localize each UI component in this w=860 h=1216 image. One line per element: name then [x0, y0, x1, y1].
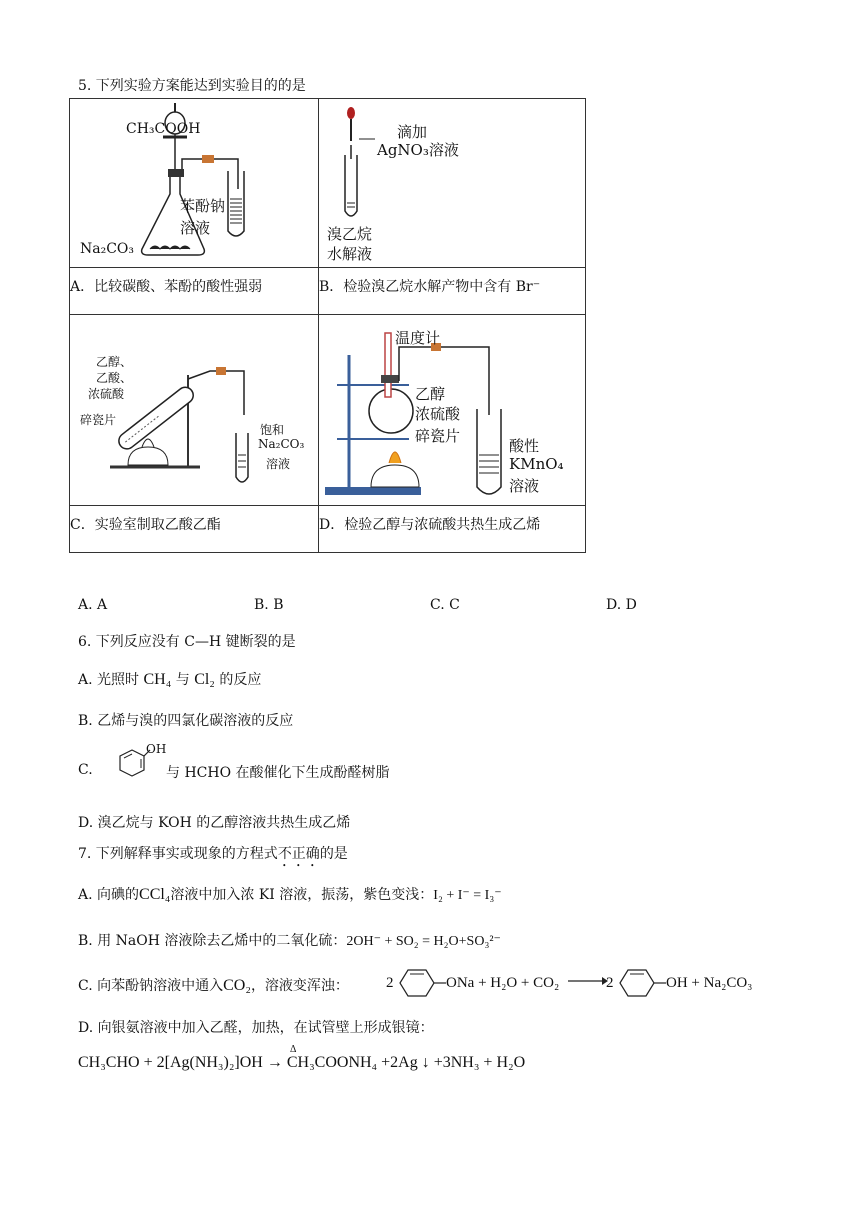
- equation-c-coef2: 2: [606, 975, 614, 991]
- q7-a-text: A. 向碘的: [78, 887, 140, 903]
- q6-a-suffix: 的反应: [219, 672, 262, 688]
- label-acetic-c: 乙酸、: [96, 371, 133, 385]
- equation-c-coef1: 2: [386, 975, 394, 991]
- q7-c-text: C. 向苯酚钠溶液中通入: [78, 978, 224, 994]
- formula-ccl4: CCl₄: [139, 886, 171, 903]
- label-kmno4: KMnO₄: [509, 455, 564, 473]
- q6-option-d: D. 溴乙烷与 KOH 的乙醇溶液共热生成乙烯: [78, 815, 351, 831]
- label-sulfuric-c: 浓硫酸: [88, 387, 125, 401]
- label-na2co3-a: Na₂CO₃: [80, 241, 135, 257]
- reaction-arrow-icon: [568, 974, 608, 988]
- q6-option-a: [78, 669, 261, 689]
- q7-option-c: [78, 975, 349, 995]
- label-hydrolysate: 水解液: [327, 245, 373, 263]
- q6-option-b: B. 乙烯与溴的四氯化碳溶液的反应: [78, 713, 294, 729]
- equation-d-left: CH₃CHO + 2: [78, 1054, 165, 1071]
- q7-b-text: B. 用 NaOH 溶液除去乙烯中的二氧化硫：: [78, 933, 347, 949]
- label-solution-c: 溶液: [266, 457, 291, 471]
- q6-a-prefix: A. 光照时: [78, 672, 140, 688]
- apparatus-c-figure: [70, 315, 318, 505]
- label-phenoxide: 苯酚钠: [180, 197, 226, 215]
- label-porcelain-d: 碎瓷片: [415, 427, 461, 445]
- equation-d-right: CH₃COONH₄ +2Ag ↓ +3NH₃ + H₂O: [286, 1054, 526, 1071]
- label-ethanol-d: 乙醇: [415, 385, 446, 403]
- q5-choice-a: A. A: [78, 597, 108, 613]
- label-add-dropwise: 滴加: [397, 123, 428, 141]
- caption-a: A．比较碳酸、苯酚的酸性强弱: [70, 268, 319, 315]
- label-ch3cooh: CH₃COOH: [126, 121, 201, 137]
- q6-stem: 6. 下列反应没有 C—H 键断裂的是: [78, 634, 296, 650]
- formula-co2: CO₂: [223, 977, 251, 994]
- q6-a-mid: 与: [175, 672, 190, 688]
- benzene-ring-icon: [392, 966, 446, 1000]
- q7-a-text2: 溶液中加入浓 KI 溶液，振荡，紫色变浅：: [170, 887, 434, 903]
- q7-option-a: [78, 884, 502, 904]
- q7-stem: [78, 843, 348, 870]
- q7-c-text2: ，溶液变浑浊：: [250, 978, 349, 994]
- label-saturated: 饱和: [260, 423, 285, 437]
- equation-d-complex: [Ag(NH₃)₂]OH: [164, 1054, 263, 1071]
- cell-b-figure: [319, 99, 586, 268]
- equation-d-arrow: →: [262, 1054, 287, 1071]
- label-porcelain-c: 碎瓷片: [80, 413, 117, 427]
- equation-d: [78, 1054, 525, 1072]
- cell-d-figure: [319, 315, 586, 506]
- cell-a-figure: [70, 99, 319, 268]
- label-acidic: 酸性: [509, 437, 540, 455]
- equation-c-products: OH + Na₂CO₃: [666, 975, 753, 991]
- q6-option-c-text: 与 HCHO 在酸催化下生成酚醛树脂: [166, 765, 390, 781]
- formula-ch4: CH₄: [143, 671, 172, 688]
- label-sulfuric-d: 浓硫酸: [415, 405, 461, 423]
- caption-c: C．实验室制取乙酸乙酯: [70, 506, 319, 553]
- equation-c-reactants: ONa + H₂O + CO₂: [446, 975, 560, 991]
- caption-b: B．检验溴乙烷水解产物中含有 Br⁻: [319, 268, 586, 315]
- benzene-ring-icon-2: [612, 966, 666, 1000]
- q7-stem-prefix: 7. 下列解释事实或现象的方程式: [78, 846, 278, 862]
- label-agno3: AgNO₃溶液: [377, 141, 459, 159]
- phenol-oh-label: OH: [146, 742, 167, 756]
- q5-stem: 5. 下列实验方案能达到实验目的的是: [78, 78, 306, 94]
- label-thermometer: 温度计: [395, 329, 441, 347]
- label-solution-d: 溶液: [509, 477, 540, 495]
- q6-option-c-label: C.: [78, 762, 93, 778]
- label-ethanol-c: 乙醇、: [96, 355, 133, 369]
- cell-c-figure: [70, 315, 319, 506]
- q5-apparatus-table: [69, 98, 586, 553]
- q7-stem-suffix: 的是: [319, 846, 348, 862]
- formula-cl2: Cl₂: [194, 671, 215, 688]
- label-bromoethane: 溴乙烷: [327, 225, 373, 243]
- label-na2co3-c: Na₂CO₃: [258, 437, 305, 451]
- label-solution-a: 溶液: [180, 219, 211, 237]
- q7-option-b: [78, 930, 501, 950]
- q7-stem-emphasis: 不正确: [277, 846, 320, 862]
- q5-choice-d: D. D: [606, 597, 637, 613]
- equation-b: 2OH⁻ + SO₂ = H₂O+SO₃²⁻: [346, 934, 501, 949]
- caption-d: D．检验乙醇与浓硫酸共热生成乙烯: [319, 506, 586, 553]
- q5-choice-c: C. C: [430, 597, 460, 613]
- q5-choice-b: B. B: [254, 597, 284, 613]
- equation-a: I₂ + I⁻ = I₃⁻: [433, 888, 502, 903]
- heat-delta-symbol: Δ: [290, 1044, 297, 1055]
- q7-option-d: D. 向银氨溶液中加入乙醛，加热，在试管壁上形成银镜：: [78, 1020, 434, 1036]
